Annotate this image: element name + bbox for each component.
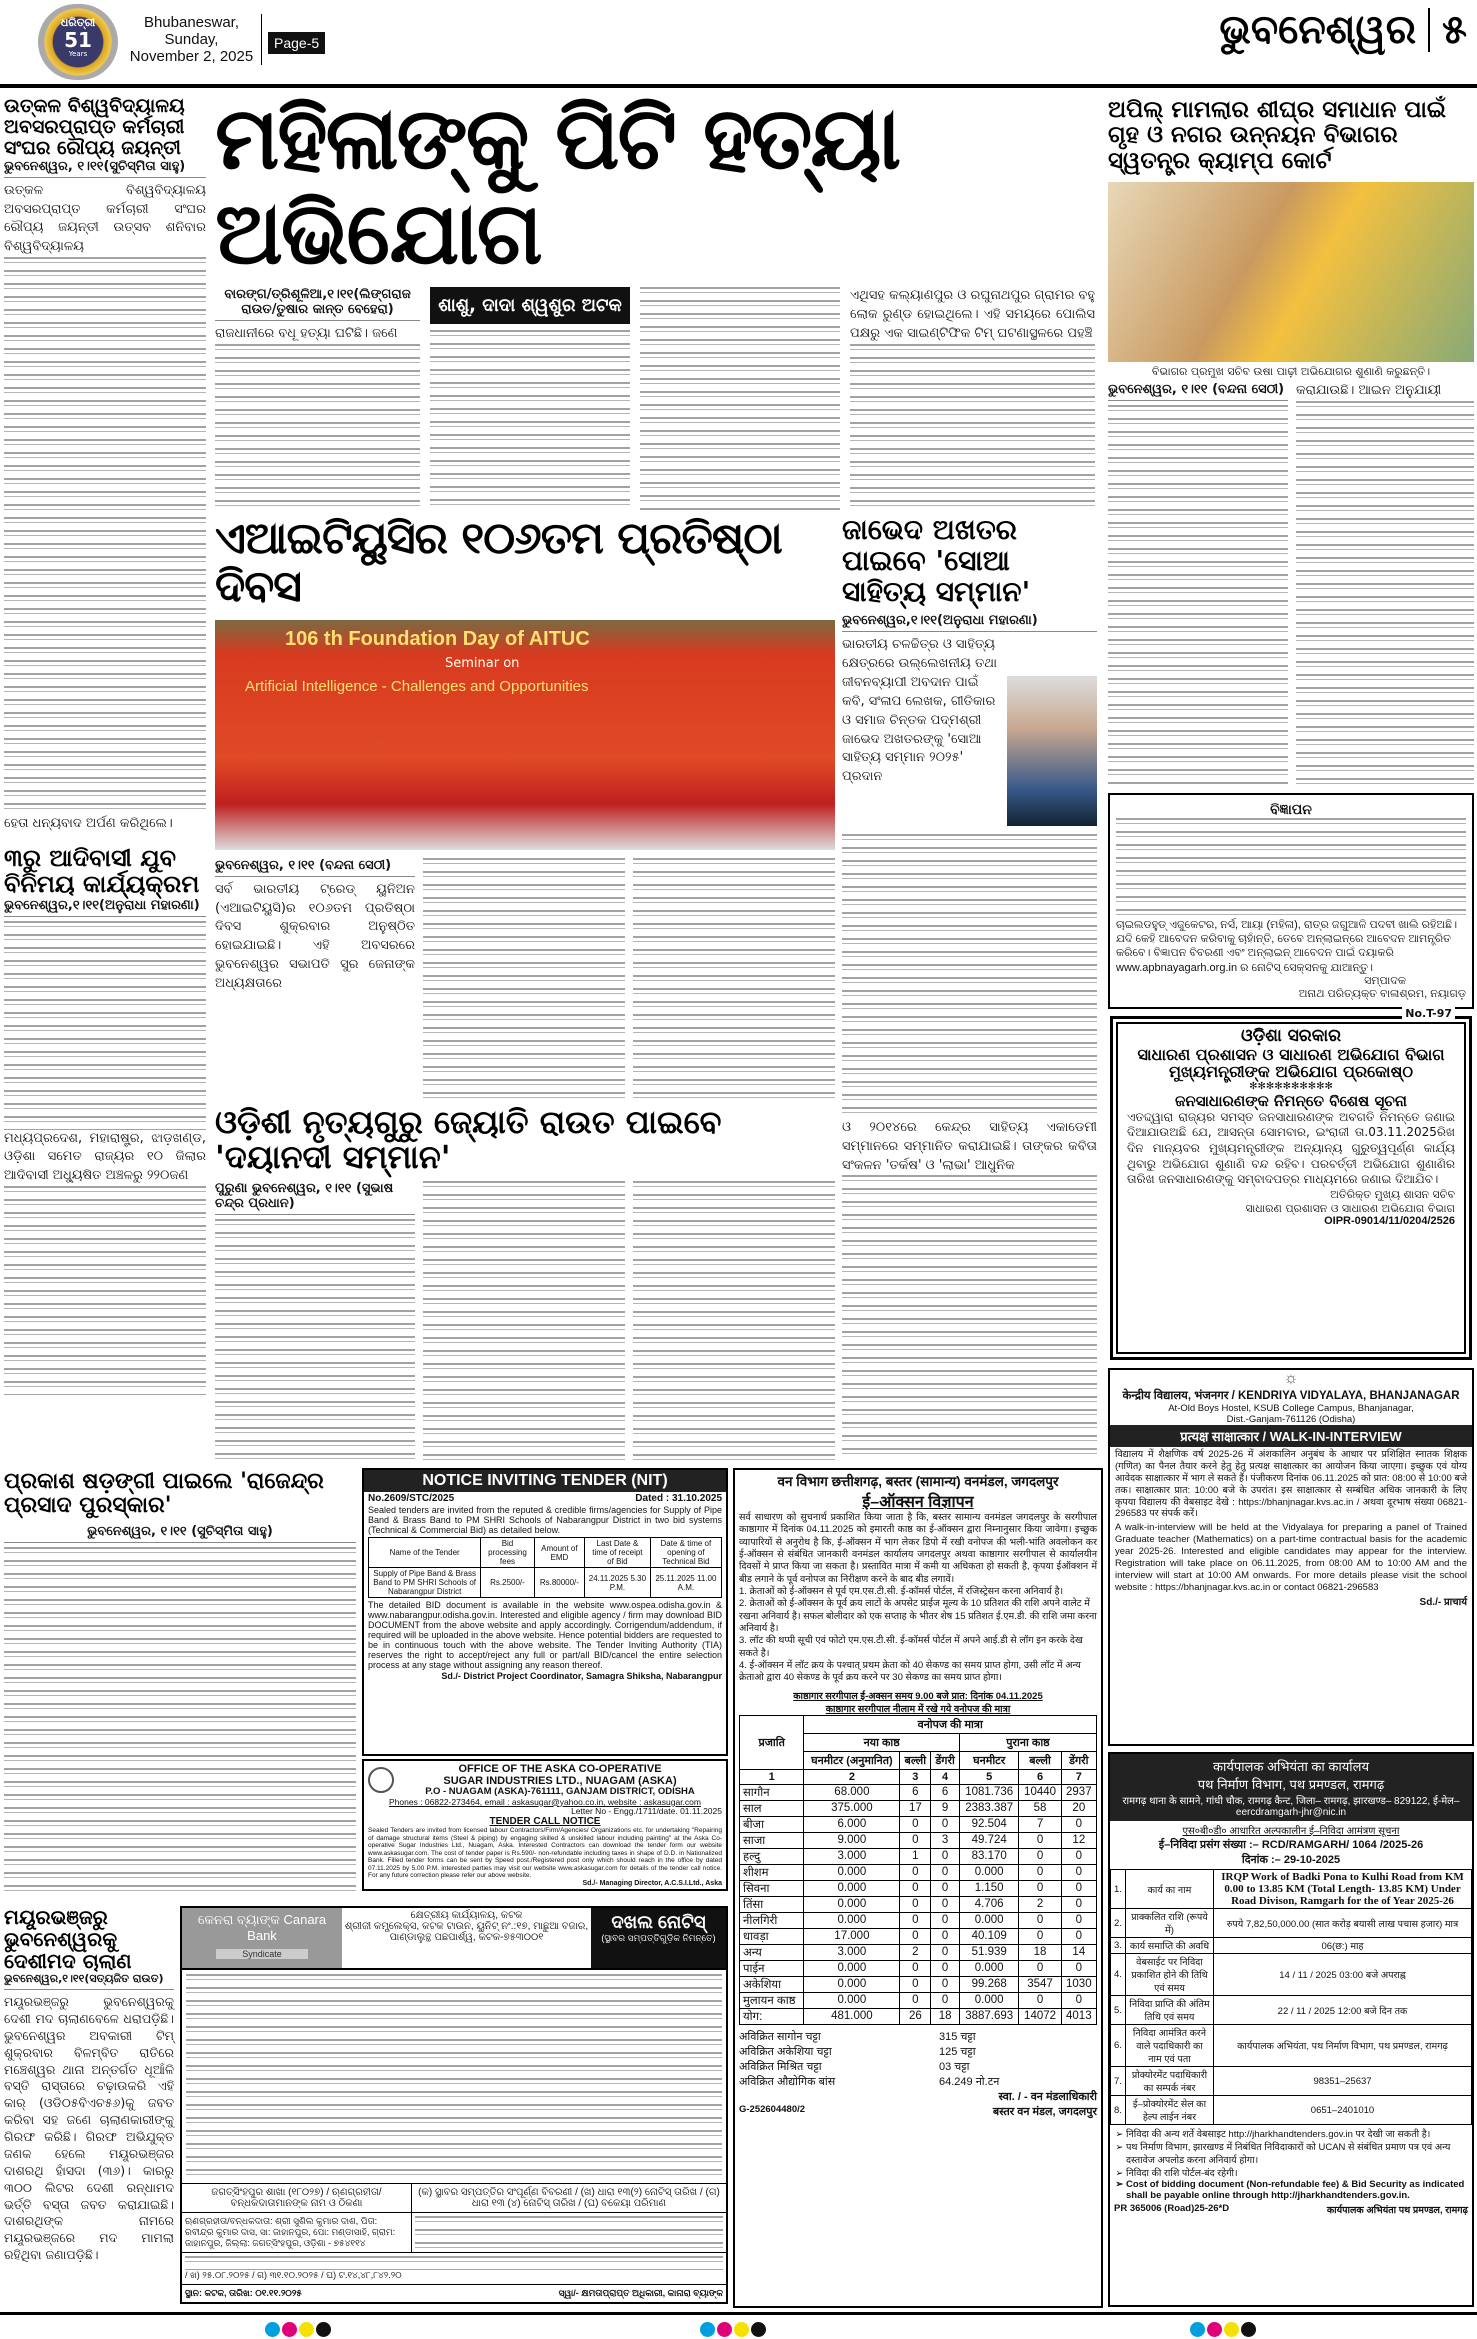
- body-text-texture: [4, 1186, 206, 1395]
- headline: ଜାଭେଦ ଅଖତର ପାଇବେ 'ସୋଆ ସାହିତ୍ୟ ସମ୍ମାନ': [842, 513, 1031, 608]
- section-title: ଭୁବନେଶ୍ୱର: [1219, 8, 1430, 52]
- forest-points: [739, 1586, 1097, 1685]
- aituc-photo: 106 th Foundation Day of AITUC Seminar on Artificial Intelligence - Challenges and Opportunities: [215, 620, 835, 850]
- list-item: अविक्रित औद्योगिक बांस 64.249 नो.टन: [739, 2075, 1000, 2088]
- body-text-texture: [4, 1547, 356, 1898]
- table-row: नीलगिरी 0.000 0 0 0.000 0 0: [740, 1912, 1097, 1928]
- body-text-texture: [842, 834, 1097, 1119]
- body-text-texture: [4, 921, 206, 1130]
- body-text-texture: [1116, 818, 1466, 918]
- body-text-texture: [186, 1974, 722, 2179]
- registration-marks: [265, 2322, 331, 2337]
- ad-kendriya-vidyalaya: ☼ केन्द्रीय विद्यालय, भंजनगर / KENDRIYA VIDYALAYA, BHANJANAGAR At-Old Boys Hostel, KSUB College Campus, Bhanjanagar, Dist.-Ganjam-761126 (Odisha) प्रत्यक्ष साक्षात्कार / WALK-IN-INTERVIEW विद्यालय में शैक्षणिक वर्ष 2025-26 में अंशकालिन अनुबंध के आधार पर प्रशिक्षित स्नातक शिक्षक (गणित) का पैनल तैयार करने हेतु हेतु प्रत्यक्ष साक्षात्कार का आयोजन किया जाएगा। इच्छुक एवं योग्य आवेदक साक्षात्कार में भाग ले सकते हैं। पंजीकरण दिनांक 06.11.2025 को प्रात: 08:00 से 10:00 बजे तक। साक्षात्कार प्रात: 10:00 बजे के उपरांत। इस साक्षात्कार से सम्बंधित अधिक जानकारी के लिए कृपया विद्यालय की वेबसाइट देखे : https://bhanjnagar.kvs.ac.in / अथवा दूरभाष संख्या 06821-296583 पर संपर्क करें। A walk-in-interview will be held at the Vidyalaya for preparing a panel of Trained Graduate teacher (Mathematics) on a part-time contractual basis for the academic year 2025-26. Interested and eligible candidates may appear for the interview. Registration will take place on 06.11.2025, from 08:00 AM to 10:00 AM and the interview will start at 10:00 AM onwards. For more details please visit the school website : https://bhanjnagar.kvs.ac.in or contact 06821-296583 Sd./- प्राचार्य: [1108, 1368, 1474, 1746]
- table-row: शीशम 0.000 0 0 0.000 0 0: [740, 1864, 1097, 1880]
- story-aituc: ଏଆଇଟିୟୁସିର ୧୦୬ତମ ପ୍ରତିଷ୍ଠା ଦିବସ 106 th Foundation Day of AITUC Seminar on Artificial Intelligence - Challenges and Opportunities ଭୁବନେଶ୍ୱର, ୧।୧୧ (ବନ୍ଦନା ସେଠୀ) ସର୍ବ ଭାରତୀୟ ଟ୍ରେଡ୍ ୟୁନିଅନ (ଏଆଇଟିୟୁସି)ର ୧୦୬ତମ ପ୍ରତିଷ୍ଠା ଦିବସ ଶୁକ୍ରବାର ଅନୁଷ୍ଠିତ ହୋଇଯାଇଛି। ଏହି ଅବସରରେ ଭୁବନେଶ୍ୱର ସଭାପତି ସୁର ଜେନାଙ୍କ ଅଧ୍ୟକ୍ଷତାରେ: [215, 515, 835, 1098]
- table-row: बीजा 6.000 0 0 92.504 7 0: [740, 1816, 1097, 1832]
- table-row: सिवना 0.000 0 0 1.150 0 0: [740, 1880, 1097, 1896]
- list-item: 3. लॉट की थप्पी सूची एवं फोटो एम.एस.टी.सी. ई-कॉमर्स पोर्टल में अपने आई.डी से लॉग इन करके देख सकते है।: [739, 1635, 1083, 1659]
- story-adivasi: ୩ରୁ ଆଦିବାସୀ ଯୁବ ବିନିମୟ କାର୍ଯ୍ୟକ୍ରମ ଭୁବନେଶ୍ୱର,୧।୧୧(ଅନୁରାଧା ମହାରଣା) ମଧ୍ୟପ୍ରଦେଶ, ମହାରାଷ୍ଟ୍ର, ଝାଡ଼ଖଣ୍ଡ, ଓଡ଼ିଶା ସମେତ ରାଜ୍ୟର ୧୦ ଜିଲାର ଆଦିବାସୀ ଅଧ୍ୟୁଷିତ ଅଞ୍ଚଳରୁ ୨୨୦ଜଣ: [4, 845, 206, 1395]
- headline: ଉତ୍କଳ ବିଶ୍ୱବିଦ୍ୟାଳୟ ଅବସରପ୍ରାପ୍ତ କର୍ମଚାରୀ ସଂଘର ରୌପ୍ୟ ଜୟନ୍ତୀ: [4, 95, 185, 159]
- body-text-texture: [1296, 401, 1474, 786]
- photo: [1108, 182, 1474, 362]
- list-item: अविक्रित मिश्रित चट्टा 03 चट्टा: [739, 2060, 970, 2073]
- story-apil: ଅପିଲ୍ ମାମଲାର ଶୀଘ୍ର ସମାଧାନ ପାଇଁ ଗୃହ ଓ ନଗର ଉନ୍ନୟନ ବିଭାଗର ସ୍ୱତନ୍ତ୍ର କ୍ୟାମ୍ପ କୋର୍ଟ ବିଭାଗର ପ୍ରମୁଖ ସଚିବ ଉଷା ପାଢ଼ୀ ଅଭିଯୋଗର ଶୁଣାଣି କରୁଛନ୍ତି। ଭୁବନେଶ୍ୱର, ୧।୧୧ (ବନ୍ଦନା ସେଠୀ) କରାଯାଉଛି। ଆଇନ ଅନୁଯାୟୀ: [1108, 98, 1474, 786]
- rcd-notes: [1110, 2125, 1472, 2201]
- table-row: 5. निविदा प्राप्ति की अंतिम तिथि एवं समय 22 / 11 / 2025 12:00 बजे दिन तक: [1111, 1996, 1472, 2025]
- table-row: 7. प्रोक्योरमेंट पदाधिकारी का सम्पर्क नंबर 98351–25637: [1111, 2067, 1472, 2096]
- list-item: ➢ निविदा की अन्य शर्ते वेबसाइट http://jharkhandtenders.gov.in पर देखी जा सकती है।: [1126, 2127, 1468, 2140]
- table-row: 3. कार्य समाप्ति की अवधि 06(छ:) माह: [1111, 1938, 1472, 1954]
- ad-aska-sugar: OFFICE OF THE ASKA CO-OPERATIVE SUGAR INDUSTRIES LTD., NUAGAM (ASKA) P.O - NUAGAM (ASKA)-761111, GANJAM DISTRICT, ODISHA Phones : 06822-273464, email : askasugar@yahoo.co.in, website : askasugar.com Letter No - Engg./1711/date. 01.11.2025 TENDER CALL NOTICE Sealed Tenders are invited from licensed labour Contractors/Firm/Agencies/ Organizations etc. for undertaking "Repairing of damage structural items (Steel & piping) by engaging skilled & unskilled labour including painting" at the Aska Co-operative Sugar Industries Ltd., Nuagam, Aska. Interested Contractors can download the tender form our website www.askasugar.com. The cost of tender paper is Rs.590/- non-refundable including taxes in shape of D.D. in Nationalized Bank. Filled tender forms can be sent by Speed post./Registered post only which should reach in the office by dated 07.11.2025 by 5.00 P.M. interested parties may visit our website www.askasugar.com for details of the tender call notice. For any future correction please refer our above website. Sd./- Managing Director, A.C.S.I.Ltd., Aska: [362, 1759, 728, 1891]
- ad-oipr: No.T-97 ଓଡ଼ିଶା ସରକାର ସାଧାରଣ ପ୍ରଶାସନ ଓ ସାଧାରଣ ଅଭିଯୋଗ ବିଭାଗ ମୁଖ୍ୟମନ୍ତ୍ରୀଙ୍କ ଅଭିଯୋଗ ପ୍ରକୋଷ୍ଠ ✻✻✻✻✻✻✻✻✻✻ ଜନସାଧାରଣଙ୍କ ନିମନ୍ତେ ବିଶେଷ ସୂଚନା ଏତଦ୍ଦ୍ୱାରା ରାଜ୍ୟର ସମସ୍ତ ଜନସାଧାରଣଙ୍କ ଅବଗତି ନିମନ୍ତେ ଜଣାଇ ଦିଆଯାଉଅଛି ଯେ, ଆସନ୍ତା ସୋମବାର, ଇଂରାଜୀ ତା.03.11.2025ରିଖ ଦିନ ମାନ୍ୟବର ମୁଖ୍ୟମନ୍ତ୍ରୀଙ୍କ ଅନ୍ୟାନ୍ୟ ଗୁରୁତ୍ୱପୂର୍ଣ୍ଣ କାର୍ଯ୍ୟ ଥିବାରୁ ଅଭିଯୋଗ ଶୁଣାଣି ବନ୍ଦ ରହିବ। ପରବର୍ତ୍ତୀ ଅଭିଯୋଗ ଶୁଣାଣିର ତାରିଖ ଜନସାଧାରଣଙ୍କୁ ସମ୍ବାଦପତ୍ର ମାଧ୍ୟମରେ ଜଣାଇ ଦିଆଯିବ। ଅତିରିକ୍ତ ମୁଖ୍ୟ ଶାସନ ସଚିବ ସାଧାରଣ ପ୍ରଶାସନ ଓ ସାଧାରଣ ଅଭିଯୋଗ ବିଭାଗ OIPR-09014/11/0204/2526: [1110, 1016, 1472, 1360]
- body-text-texture: [633, 858, 835, 1098]
- registration-marks: [700, 2322, 766, 2337]
- ad-balashram: ବିଜ୍ଞାପନ ଚାଇଲଡହୁଡ୍ ଏଜୁକେଟର, ନର୍ସ, ଆୟା (ମହିଳା), ରାତ୍ର ଜଗୁଆଳି ପଦବୀ ଖାଲି ରହିଅଛି। ଯଦି କେହି ଆବେଦନ କରିବାକୁ ଚାହାଁନ୍ତି, ତେବେ ଅନ୍‌ଲାଇନ୍‌ରେ ଆବେଦନ ଆମନ୍ତ୍ରିତ କରିବେ। ବିଜ୍ଞାପନ ବିବରଣୀ ଏବଂ ଅନ୍‌ଲାଇନ୍ ଆବେଦନ ପାଇଁ ଦୟାକରି www.apbnayagarh.org.in ର ନୋଟିସ୍ ସେକ୍ସନକୁ ଯାଆନ୍ତୁ। ସମ୍ପାଦକ ଅନାଥ ପରିତ୍ୟକ୍ତ ବାଳାଶ୍ରମ, ନୟାଗଡ଼: [1108, 793, 1474, 1009]
- headline: ଏଆଇଟିୟୁସିର ୧୦୬ତମ ପ୍ରତିଷ୍ଠା ଦିବସ: [215, 513, 782, 613]
- body-text-texture: [1108, 405, 1288, 786]
- table-row: Supply of Pipe Band & Brass Band to PM SHRI Schools of Nabarangpur District Rs.2500/- Rs.80000/- 24.11.2025 5.30 P.M. 25.11.2025 11.00 A.M.: [369, 1568, 722, 1598]
- list-item: 4. ई-ऑक्सन में लॉट क्रय के पश्चात् प्रथम क्रेता को 40 सेकण्ड का समय प्राप्त होगा, उसी लॉट में अन्य क्रेताओ द्वारा 40 सेकण्ड के पूर्व क्रय करने पर 30 सेकण्ड का समय प्राप्त होगा।: [739, 1660, 1081, 1684]
- list-item: 1. क्रेताओं को ई-ऑक्सन से पूर्व एम.एस.टी.सी. ई-कॉमर्स पोर्टल, में रजिस्ट्रेसन करना अनिवार्य है।: [739, 1586, 1064, 1598]
- table-row: साल 375.000 17 9 2383.387 58 20: [740, 1800, 1097, 1816]
- nit-table: Name of the Tender Bid processing fees Amount of EMD Last Date & time of receipt of Bid Date & time of opening of Technical Bid Supply of Pipe Band & Brass Band to PM SHRI Schools of Nabarangpur District Rs.2500/- Rs.80000/- 24.11.2025 5.30 P.M. 25.11.2025 11.00 A.M.: [368, 1537, 722, 1598]
- list-item: ➢ पथ निर्माण विभाग, झारखण्ड में निबंधित निविदाकारों को UCAN से संबंधित प्रमाण पत्र एवं अन्य दस्तावेज अपलोड करना अनिवार्य होगा।: [1126, 2140, 1468, 2166]
- table-row: अकेशिया 0.000 0 0 99.268 3547 1030: [740, 1976, 1097, 1992]
- section-number: ୫: [1442, 7, 1467, 53]
- photo-caption: ବିଭାଗର ପ୍ରମୁଖ ସଚିବ ଉଷା ପାଢ଼ୀ ଅଭିଯୋଗର ଶୁଣାଣି କରୁଛନ୍ତି।: [1151, 364, 1431, 378]
- body-text-texture: [215, 1219, 415, 1460]
- rcd-table: [1110, 1869, 1472, 2125]
- table-row: 8. ई–प्रोक्योरमेंट सेल का हेल्प लाईन नंबर 0651–2401010: [1111, 2096, 1472, 2125]
- table-row: मुलायन काष्ठ 0.000 0 0 0.000 0 0: [740, 1992, 1097, 2008]
- list-item: ➢ Cost of bidding document (Non-refundable fee) & Bid Security as indicated shall be payable online through http://jharkhandtenders.gov.in.: [1126, 2179, 1468, 2201]
- kv-logo-icon: ☼: [1283, 1370, 1299, 1387]
- aska-seal-icon: [368, 1767, 394, 1793]
- headline: ମୟୂରଭଞ୍ଜରୁ ଭୁବନେଶ୍ୱରକୁ ଦେଶୀମଦ ଚାଲାଣ: [4, 1905, 132, 1973]
- body-text-texture: [415, 2216, 723, 2249]
- ad-nit: NOTICE INVITING TENDER (NIT) No.2609/STC/2025 Dated : 31.10.2025 Sealed tenders are invited from the reputed & credible firms/agencies for Supply of Pipe Band & Brass Band to PM SHRI Schools of Nabarangpur District in two bid systems (Technical & Commercial Bid) as detailed below. Name of the Tender Bid processing fees Amount of EMD Last Date & time of receipt of Bid Date & time of opening of Technical Bid Supply of Pipe Band & Brass Band to PM SHRI Schools of Nabarangpur District Rs.2500/- Rs.80000/- 24.11.2025 5.30 P.M. 25.11.2025 11.00 A.M. The detailed BID document is available in the website www.ospea.odisha.gov.in & www.nabarangpur.odisha.gov.in. Interested and eligible agency / firm may download BID DOCUMENT from the above website and apply accordingly. Corrigendum/addendum, if required will be uploaded in the above website. Hence potential bidders are requested to be in continuous touch with the above website. The Tender Inviting Authority (TIA) reserves the right to accept/reject any full or part/all BID/cancel the entire selection process at any stage without assigning any reason thereof. Sd./- District Project Coordinator, Samagra Shiksha, Nabarangpur: [362, 1468, 728, 1756]
- footer-rule: [0, 2312, 1477, 2315]
- story-mayurbhanj: ମୟୂରଭଞ୍ଜରୁ ଭୁବନେଶ୍ୱରକୁ ଦେଶୀମଦ ଚାଲାଣ ଭୁବନେଶ୍ୱର,୧।୧୧(ସତ୍ୟଜିତ ରାଉତ) ମୟୂରଭଞ୍ଜରୁ ଭୁବନେଶ୍ୱରକୁ ଦେଶୀ ମଦ ଚାଲାଣବେଳେ ଧରାପଡ଼ିଛି। ଭୁବନେଶ୍ୱର ଅବକାରୀ ଟିମ୍ ଶୁକ୍ରବାର ବିଳମ୍ବିତ ରାତିରେ ମଞ୍ଚେଶ୍ୱର ଥାନା ଅନ୍ତର୍ଗତ ଧୂଆଁଳି ବସ୍ତି ରାସ୍ତାରେ ଚଢ଼ାଉକରି ଏହି କାର୍ (ଓଡି୦୫ବିଏଚ୫୬)କୁ ଜବତ କରିବା ସହ ଜଣେ ଚାଲାଣକାରୀଙ୍କୁ ଗିରଫ କରିଛି। ଗିରଫ ଅଭିଯୁକ୍ତ ଜଣକ ହେଲେ ମୟୂରଭଞ୍ଜର ଦାଶରଥି ହାଁସଦା (୩୬)। କାରରୁ ୩୦୦ ଲିଟର ଦେଶୀ ରନ୍ଧାମଦ ଭର୍ତ୍ତି ବସ୍ତା ଜବତ କରାଯାଇଛି। ଦାଶରଥିଙ୍କ ନାମରେ ମୟୂରଭଞ୍ଜରେ ମଦ ମାମଲା ରହିଥିବା ଜଣାପଡ଼ିଛି।: [4, 1905, 174, 2263]
- body-text-texture: [640, 287, 840, 510]
- list-item: अविक्रित सागोन चट्टा 315 चट्टा: [739, 2030, 976, 2043]
- ad-rcd-ramgarh: कार्यपालक अभियंता का कार्यालय पथ निर्माण विभाग, पथ प्रमण्डल, रामगढ़ रामगढ़ थाना के सामने, गांधी चौक, रामगढ़ कैन्ट, जिला– रामगढ़, झारखण्ड– 829122, ई-मेल– eercdramgarh-jhr@nic.in एस०बी०डी० आधारित अल्पकालीन ई–निविदा आमंत्रण सूचना ई–निविदा प्रसंग संख्या :– RCD/RAMGARH/ 1064 /2025-26 दिनांक :– 29-10-2025 1. कार्य का नाम IRQP Work of Badki Pona to Kulhi Road from KM 0.00 to 13.85 KM (Total Length- 13.85 KM) Under Road Divison, Ramgarh for the of Year 2025-26 2. प्राक्कलित राशि (रूपये में) रुपये 7,82,50,000.00 (सात करोड़ बयासी लाख पचास हजार) मात्र 3. कार्य समाप्ति की अवधि 06(छ:) माह 4. वेबसाईट पर निविदा प्रकाशित होने की तिथि एवं समय 14 / 11 / 2025 03:00 बजे अपराह्न 5. निविदा प्राप्ति की अंतिम तिथि एवं समय 22 / 11 / 2025 12:00 बजे दिन तक 6. निविदा आमंत्रित करने वाले पदाधिकारी का नाम एवं पता कार्यपालक अभियंता, पथ निर्माण विभाग, पथ प्रमण्डल, रामगढ़ 7. प्रोक्योरमेंट पदाधिकारी का सम्पर्क नंबर 98351–25637 8. ई–प्रोक्योरमेंट सेल का हेल्प लाईन नंबर 0651–2401010 ➢ निविदा की अन्य शर्ते वेबसाइट http://jharkhandtenders.gov.in पर देखी जा सकती है। ➢ पथ निर्माण विभाग, झारखण्ड में निबंधित निविदाकारों को UCAN से संबंधित प्रमाण पत्र एवं अन्य दस्तावेज अपलोड करना अनिवार्य होगा। ➢ निविदा की राशि पोर्टल-बंद रहेगी। ➢ Cost of bidding document (Non-refundable fee) & Bid Security as indicated shall be payable online through http://jharkhandtenders.gov.in. PR 365006 (Road)25-26*D कार्यपालक अभियंता पथ प्रमण्डल, रामगढ़: [1108, 1752, 1474, 2307]
- place-date: Bhubaneswar, Sunday,: [143, 14, 240, 48]
- javed-photo: [1007, 676, 1097, 826]
- forest-unsold: [739, 2029, 1097, 2089]
- table-row: तिंसा 0.000 0 0 4.706 2 0: [740, 1896, 1097, 1912]
- body-text-texture: [850, 344, 1095, 510]
- canara-logo: କେନରା ବ୍ୟାଙ୍କ Canara Bank Syndicate: [182, 1908, 342, 1968]
- page-number: Page-5: [268, 32, 325, 54]
- table-row: 1. कार्य का नाम IRQP Work of Badki Pona to Kulhi Road from KM 0.00 to 13.85 KM (Total Length- 13.85 KM) Under Road Divison, Ramgarh for the of Year 2025-26: [1111, 1870, 1472, 1909]
- headline: ଅପିଲ୍ ମାମଲାର ଶୀଘ୍ର ସମାଧାନ ପାଇଁ ଗୃହ ଓ ନଗର ଉନ୍ନୟନ ବିଭାଗର ସ୍ୱତନ୍ତ୍ର କ୍ୟାମ୍ପ କୋର୍ଟ: [1108, 97, 1446, 174]
- body-text-texture: [842, 1175, 1097, 1460]
- masthead: [0, 0, 1477, 90]
- dateline: ଭୁବନେଶ୍ୱର, ୧।୧୧(ସୁଚିସ୍ମିତା ସାହୁ): [4, 159, 206, 178]
- body-text-texture: [4, 257, 206, 815]
- list-item: अविक्रित अकेशिया चट्टा 125 चट्टा: [739, 2045, 976, 2058]
- story-prakash: ପ୍ରକାଶ ଷଡ଼ଙ୍ଗୀ ପାଇଲେ 'ରାଜେନ୍ଦ୍ର ପ୍ରସାଦ ପୁରସ୍କାର' ଭୁବନେଶ୍ୱର, ୧।୧୧ (ସୁଚିସ୍ମିତା ସାହୁ): [4, 1470, 356, 1898]
- headline: ପ୍ରକାଶ ଷଡ଼ଙ୍ଗୀ ପାଇଲେ 'ରାଜେନ୍ଦ୍ର ପ୍ରସାଦ ପୁରସ୍କାର': [4, 1469, 324, 1519]
- table-row: 2. प्राक्कलित राशि (रूपये में) रुपये 7,82,50,000.00 (सात करोड़ बयासी लाख पचास हजार) मात्र: [1111, 1909, 1472, 1938]
- body-text-texture: [423, 1181, 625, 1460]
- headline: ୩ରୁ ଆଦିବାସୀ ଯୁବ ବିନିମୟ କାର୍ଯ୍ୟକ୍ରମ: [4, 844, 200, 899]
- date: November 2, 2025: [129, 48, 254, 65]
- table-row: सागौन 68.000 6 6 1081.736 10440 2937: [740, 1784, 1097, 1800]
- table-row: धावड़ा 17.000 0 0 40.109 0 0: [740, 1928, 1097, 1944]
- masthead-rule: [0, 84, 1477, 88]
- table-row: पाईन 0.000 0 0 0.000 0 0: [740, 1960, 1097, 1976]
- story-odissi: ଓଡ଼ିଶୀ ନୃତ୍ୟଗୁରୁ ଜ୍ୟୋତି ରାଉତ ପାଇବେ 'ଦୟାନଦୀ ସମ୍ମାନ' ପୁରୁଣା ଭୁବନେଶ୍ୱର, ୧।୧୧ (ସୁଭାଷ ଚନ୍ଦ୍ର ପ୍ରଧାନ): [215, 1105, 835, 1460]
- story-main: ମହିଳାଙ୍କୁ ପିଟି ହତ୍ୟା ଅଭିଯୋଗ ବାରଙ୍ଗ/ତ୍ରିଶୂଳିଆ,୧।୧୧(ଲିଙ୍ଗରାଜ ରାଉତ/ତୁଷାର କାନ୍ତ ବେହେରା) ରାଜଧାନୀରେ ବଧୂ ହତ୍ୟା ଘଟିଛି। ଜଣେ ଶାଶୁ, ଦାଦା ଶ୍ୱଶୁର ଅଟକ ଏଥିସହ କଲ୍ୟାଣପୁର ଓ ରଘୁନାଥପୁର ଗ୍ରାମର ବହୁ ଲୋକ ରୁଣ୍ଡ ହୋଇଥିଲେ। ଏହି ସମୟରେ ପୋଲିସ ପକ୍ଷରୁ ଏକ ସାଇଣ୍ଟିଫିକ ଟିମ୍ ଘଟଣାସ୍ଥଳରେ ପହଞ୍ଚି: [215, 92, 1095, 510]
- list-item: ➢ निविदा की राशि पोर्टल-बंद रहेगी।: [1126, 2166, 1468, 2179]
- main-headline: ମହିଳାଙ୍କୁ ପିଟି ହତ୍ୟା ଅଭିଯୋଗ: [215, 89, 900, 284]
- table-row: साजा 9.000 0 3 49.724 0 12: [740, 1832, 1097, 1848]
- headline: ଓଡ଼ିଶୀ ନୃତ୍ୟଗୁରୁ ଜ୍ୟୋତି ରାଉତ ପାଇବେ 'ଦୟାନଦୀ ସମ୍ମାନ': [215, 1103, 722, 1177]
- table-row: अन्य 3.000 2 0 51.939 18 14: [740, 1944, 1097, 1960]
- table-row: 6. निविदा आमंत्रित करने वाले पदाधिकारी का नाम एवं पता कार्यपालक अभियंता, पथ निर्माण विभाग, पथ प्रमण्डल, रामगढ़: [1111, 2025, 1472, 2067]
- table-row: हल्दु 3.000 1 0 83.170 0 0: [740, 1848, 1097, 1864]
- list-item: 2. क्रेताओं को ई-ऑक्सन के पूर्व क्रय लाटों के अपसेट प्राईज मूल्य के 10 प्रतिशत की राशि अपने वालेट में रखना अनिवार्य है। सफल बोलीदार को एक सप्ताह के भीतर शेष 15 प्रतिशत ई.एम.डी. की राशि जमा करना अनिवार्य है।: [739, 1598, 1097, 1635]
- subhead-box: ଶାଶୁ, ଦାଦା ଶ୍ୱଶୁର ଅଟକ: [430, 287, 630, 324]
- story-utkal: ଉତ୍କଳ ବିଶ୍ୱବିଦ୍ୟାଳୟ ଅବସରପ୍ରାପ୍ତ କର୍ମଚାରୀ ସଂଘର ରୌପ୍ୟ ଜୟନ୍ତୀ ଭୁବନେଶ୍ୱର, ୧।୧୧(ସୁଚିସ୍ମିତା ସାହୁ) ଉତ୍କଳ ବିଶ୍ୱବିଦ୍ୟାଳୟ ଅବସରପ୍ରାପ୍ତ କର୍ମଚାରୀ ସଂଘର ରୌପ୍ୟ ଜୟନ୍ତୀ ଉତ୍ସବ ଶନିବାର ବିଶ୍ୱବିଦ୍ୟାଳୟ ହେତା ଧନ୍ୟବାଦ ଅର୍ପଣ କରିଥିଲେ।: [4, 95, 206, 832]
- body-text-texture: [633, 1181, 835, 1460]
- ad-forest-eauction: वन विभाग छत्तीशगढ़, बस्तर (सामान्य) वनमंडल, जगदलपुर ई–ऑक्सन विज्ञापन सर्व साधारण को सुचनार्थ प्रकाशित किया जाता है कि, बस्तर सामान्य वनमंडल जगदलपुर के सरगीपाल काष्ठागार में दिनांक 04.11.2025 को इमारती काष्ठ का ई-ऑक्सन द्वारा निम्नानुसार किया जावेगा। इच्छुक व्यापारियों से अनुरोध है कि, ई-ऑक्सन में भाग लेकर डिपो में रखी वनोपज की भली-भांति अवलोकन कर ई-ऑक्सन से संबंधित जानकारी वनमंडल कार्यालय जगदलपुर अथवा काष्ठागार सरगीपाल से कार्यालयीन दिवसों मे प्राप्त किया जा सकता है। प्रस्तावित मात्रा में कमी या अधिकता हो सकती है, कृपया ईऑक्शन में बीड लगाने के पूर्व वनोपज का निरीक्षण करने के बाद बीड लगावें। 1. क्रेताओं को ई-ऑक्सन से पूर्व एम.एस.टी.सी. ई-कॉमर्स पोर्टल, में रजिस्ट्रेसन करना अनिवार्य है। 2. क्रेताओं को ई-ऑक्सन के पूर्व क्रय लाटों के अपसेट प्राईज मूल्य के 10 प्रतिशत की राशि अपने वालेट में रखना अनिवार्य है। सफल बोलीदार को एक सप्ताह के भीतर शेष 15 प्रतिशत ई.एम.डी. की राशि जमा करना अनिवार्य है। 3. लॉट की थप्पी सूची एवं फोटो एम.एस.टी.सी. ई-कॉमर्स पोर्टल में अपने आई.डी से लॉग इन करके देख सकते है। 4. ई-ऑक्सन में लॉट क्रय के पश्चात् प्रथम क्रेता को 40 सेकण्ड का समय प्राप्त होगा, उसी लॉट में अन्य क्रेताओ द्वारा 40 सेकण्ड के पूर्व क्रय करने पर 30 सेकण्ड का समय प्राप्त होगा। काष्ठागार सरगीपाल ई-अक्सन समय 9.00 बजे प्रात: दिनांक 04.11.2025 काष्ठागार सरगीपाल नीलाम में रखे गये वनोपज की मात्रा प्रजाति वनोपज की मात्रा नया काष्ठ पुराना काष्ठ घनमीटर (अनुमानित) बल्ली डेंगरी घनमीटर बल्ली डेंगरी 1 2 3 4 5 6 7 सागौन 68.000 6 6 1081.736 10440 2937 साल 375.000 17 9 2383.387 58 20 बीजा 6.000 0 0 92.504 7 0 साजा 9.000 0 3 49.724 0 12 हल्दु 3.000 1 0 83.170 0 0 शीशम 0.000 0 0 0.000 0 0 सिवना 0.000 0 0 1.150 0 0 तिंसा 0.000 0 0 4.706 2 0 नीलगिरी 0.000 0 0 0.000 0 0 धावड़ा 17.000 0 0 40.109 0 0 अन्य 3.000 2 0 51.939 18 14 पाईन 0.000 0 0 0.000 0 0 अकेशिया 0.000 0 0 99.268 3547 1030 मुलायन काष्ठ 0.000 0 0 0.000 0 0 योग: 481.000 26 18 3887.693 14072 4013 अविक्रित सागोन चट्टा 315 चट्टा अविक्रित अकेशिया चट्टा 125 चट्टा अविक्रित मिश्रित चट्टा 03 चट्टा अविक्रित औद्योगिक बांस 64.249 नो.टन स्वा. / - वन मंडलाधिकारी G-252604480/2 बस्तर वन मंडल, जगदलपुर: [733, 1468, 1103, 2308]
- story-javed: ଜାଭେଦ ଅଖତର ପାଇବେ 'ସୋଆ ସାହିତ୍ୟ ସମ୍ମାନ' ଭୁବନେଶ୍ୱର,୧।୧୧(ଅନୁରାଧା ମହାରଣା) ଭାରତୀୟ ଚଳଚ୍ଚିତ୍ର ଓ ସାହିତ୍ୟ କ୍ଷେତ୍ରରେ ଉଲ୍ଲେଖନୀୟ ତଥା ଜୀବନବ୍ୟାପୀ ଅବଦାନ ପାଇଁ କବି, ସଂଳାପ ଲେଖକ, ଗୀତିକାର ଓ ସମାଜ ଚିନ୍ତକ ପଦ୍ମଶ୍ରୀ ଜାଭେଦ ଅଖତରଙ୍କୁ 'ସୋଆ ସାହିତ୍ୟ ସମ୍ମାନ ୨୦୨୫' ପ୍ରଦାନ ଓ ୨୦୧୪ରେ କେନ୍ଦ୍ର ସାହିତ୍ୟ ଏକାଡେମୀ ସମ୍ମାନରେ ସମ୍ମାନିତ କରାଯାଇଛି। ତାଙ୍କର କବିତା ସଂକଳନ 'ତର୍କଷ' ଓ 'ଲାଭା' ଆଧୁନିକ: [842, 515, 1097, 1460]
- body-text-texture: [430, 330, 630, 510]
- dateline: ବାରଙ୍ଗ/ତ୍ରିଶୂଳିଆ,୧।୧୧(ଲିଙ୍ଗରାଜ ରାଉତ/ତୁଷାର କାନ୍ତ ବେହେରା): [215, 287, 420, 321]
- table-row: योग: 481.000 26 18 3887.693 14072 4013: [740, 2008, 1097, 2024]
- forest-table: प्रजाति वनोपज की मात्रा नया काष्ठ पुराना काष्ठ घनमीटर (अनुमानित) बल्ली डेंगरी घनमीटर बल्ली डेंगरी 1 2 3 4 5 6 7 सागौन 68.000 6 6 1081.736 10440 2937 साल 375.000 17 9 2383.387 58 20 बीजा 6.000 0 0 92.504 7 0 साजा 9.000 0 3 49.724 0 12 हल्दु 3.000 1 0 83.170 0 0 शीशम 0.000 0 0 0.000 0 0 सिवना 0.000 0 0 1.150 0 0 तिंसा 0.000 0 0 4.706 2 0 नीलगिरी 0.000 0 0 0.000 0 0 धावड़ा 17.000 0 0 40.109 0 0 अन्य 3.000 2 0 51.939 18 14 पाईन 0.000 0 0 0.000 0 0 अकेशिया 0.000 0 0 99.268 3547 1030 मुलायन काष्ठ 0.000 0 0 0.000 0 0 योग: 481.000 26 18 3887.693 14072 4013: [739, 1715, 1097, 2025]
- table-row: 4. वेबसाईट पर निविदा प्रकाशित होने की तिथि एवं समय 14 / 11 / 2025 03:00 बजे अपराह्न: [1111, 1954, 1472, 1996]
- ad-canara-possession: କେନରା ବ୍ୟାଙ୍କ Canara Bank Syndicate କ୍ଷେତ୍ରୀୟ କାର୍ଯ୍ୟାଳୟ, କଟକ ଶ୍ରୀଜୀ କମ୍ପ୍ଲେକ୍ସ, କଟକ ଟାଉନ, ୟୁନିଟ୍ ନଂ.:୧୭, ମାଛୁଆ ବଜାର, ପାଣ୍ଡାଲୁନ୍ଥ ପଛପାର୍ଶ୍ୱ, କଟକ-୭୫୩୦୦୧ ଦଖଲ ନୋଟିସ୍ (ସ୍ଥାବର ସମ୍ପତ୍ତିଗୁଡ଼ିକ ନିମନ୍ତେ) ଜଗତ୍‌ସିଂହପୁର ଶାଖା (୧୮୦୨୭) / ଋଣଗ୍ରହୀତା/ବନ୍ଧକଦାତାମାନଙ୍କ ନାମ ଓ ଠିକଣା (କ) ସ୍ଥାବର ସମ୍ପତ୍ତିର ସଂପୂର୍ଣ୍ଣ ବିବରଣୀ / (ଖ) ଧାରା ୧୩(୨) ନୋଟିସ୍ ତାରିଖ / (ଗ) ଧାରା ୧୩ (୪) ନୋଟିସ୍ ତାରିଖ / (ଘ) ବକେୟା ପରିମାଣ ଋଣଗ୍ରହୀତା/ବନ୍ଧକଦାତା: ଶ୍ରୀ ସୁଶିଲ କୁମାର ଦାଶ, ପିତା: ରବୀନ୍ଦ୍ର କୁମାର ଦାସ, ସା: ଜାହାନପୁର, ପୋ: ମଣ୍ଡାସାହି, ଗ୍ରାମ: ଜାହାନପୁର, ଜିଲ୍ଲା: ଜଗତ୍‌ସିଂହପୁର, ଓଡ଼ିଶା - ୭୫୪୧୧୪ / ଖ) ୨୫.୦୮.୨୦୨୫ / ଗ) ୩୧.୧୦.୨୦୨୫ / ଘ) ଟ.୧୪,୪୮,୮୪୨.୨୦ ସ୍ଥାନ: କଟକ, ତାରିଖ: ୦୧.୧୧.୨୦୨୫ ସ୍ୱା/- କ୍ଷମତାପ୍ରାପ୍ତ ଅଧିକାରୀ, କାନାରା ବ୍ୟାଙ୍କ: [180, 1906, 728, 2304]
- body-text-texture: [423, 858, 625, 1098]
- body-text-texture: [215, 344, 420, 510]
- registration-marks: [1190, 2322, 1256, 2337]
- logo: ଧରିତ୍ରୀ 51 Years: [38, 4, 118, 80]
